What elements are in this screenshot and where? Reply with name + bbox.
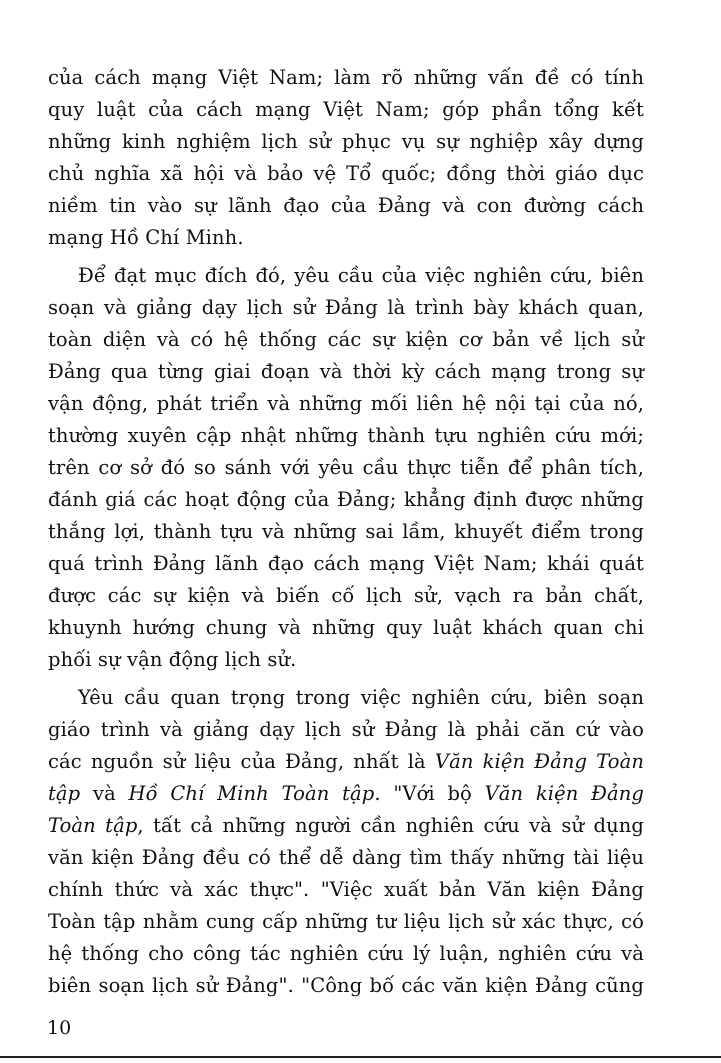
text-run: , tất cả những người cần nghiên cứu và sử dụng	[137, 814, 644, 837]
text-run: các nguồn sử liệu của Đảng, nhất là	[48, 750, 426, 773]
page-edge-divider	[0, 1056, 721, 1058]
text-line: của cách mạng Việt Nam; làm rõ những vấn đề có tính	[48, 66, 644, 89]
text-line: khuynh hướng chung và những quy luật khách quan chi	[48, 616, 644, 639]
text-line: biên soạn lịch sử Đảng". "Công bố các văn kiện Đảng cũng	[48, 974, 644, 997]
text-line: toàn diện và có hệ thống các sự kiện cơ bản về lịch sử	[48, 328, 644, 351]
text-line	[48, 778, 644, 810]
text-line: Để đạt mục đích đó, yêu cầu của việc nghiên cứu, biên	[78, 264, 644, 287]
book-title: Văn kiện Đảng Toàn	[434, 750, 644, 773]
text-line: niềm tin vào sự lãnh đạo của Đảng và con đường cách	[48, 194, 644, 217]
book-title: Toàn tập	[48, 814, 138, 837]
text-run: . "Với bộ	[374, 782, 472, 805]
text-line: hệ thống cho công tác nghiên cứu lý luận, nghiên cứu và	[48, 942, 644, 965]
text-line: Đảng qua từng giai đoạn và thời kỳ cách mạng trong sự	[48, 360, 644, 383]
text-line: những kinh nghiệm lịch sử phục vụ sự nghiệp xây dựng	[48, 130, 644, 153]
page-number: 10	[47, 1017, 72, 1039]
text-line: giáo trình và giảng dạy lịch sử Đảng là phải căn cứ vào	[48, 718, 644, 741]
text-line: chính thức và xác thực". "Việc xuất bản Văn kiện Đảng	[48, 878, 644, 901]
text-line: trên cơ sở đó so sánh với yêu cầu thực tiễn để phân tích,	[48, 456, 644, 479]
book-title: tập	[48, 782, 81, 805]
text-line: quy luật của cách mạng Việt Nam; góp phần tổng kết	[48, 98, 644, 121]
text-run: và	[92, 782, 116, 805]
text-line: vận động, phát triển và những mối liên hệ nội tại của nó,	[48, 392, 644, 415]
book-title: Văn kiện Đảng	[484, 782, 644, 805]
text-line	[48, 746, 644, 778]
text-line: mạng Hồ Chí Minh.	[48, 226, 244, 249]
text-line: quá trình Đảng lãnh đạo cách mạng Việt Nam; khái quát	[48, 552, 644, 575]
book-title: Hồ Chí Minh Toàn tập	[128, 782, 375, 805]
text-line: Yêu cầu quan trọng trong việc nghiên cứu, biên soạn	[78, 686, 644, 709]
text-line: soạn và giảng dạy lịch sử Đảng là trình bày khách quan,	[48, 296, 644, 319]
text-line: được các sự kiện và biến cố lịch sử, vạch ra bản chất,	[48, 584, 644, 607]
text-line	[48, 810, 644, 842]
text-line: chủ nghĩa xã hội và bảo vệ Tổ quốc; đồng thời giáo dục	[48, 162, 644, 185]
text-line: văn kiện Đảng đều có thể dễ dàng tìm thấy những tài liệu	[48, 846, 644, 869]
text-line: đánh giá các hoạt động của Đảng; khẳng định được những	[48, 488, 644, 511]
text-line: Toàn tập nhằm cung cấp những tư liệu lịch sử xác thực, có	[48, 910, 644, 933]
text-line: phối sự vận động lịch sử.	[48, 648, 297, 671]
text-line: thắng lợi, thành tựu và những sai lầm, khuyết điểm trong	[48, 520, 644, 543]
text-line: thường xuyên cập nhật những thành tựu nghiên cứu mới;	[48, 424, 644, 447]
